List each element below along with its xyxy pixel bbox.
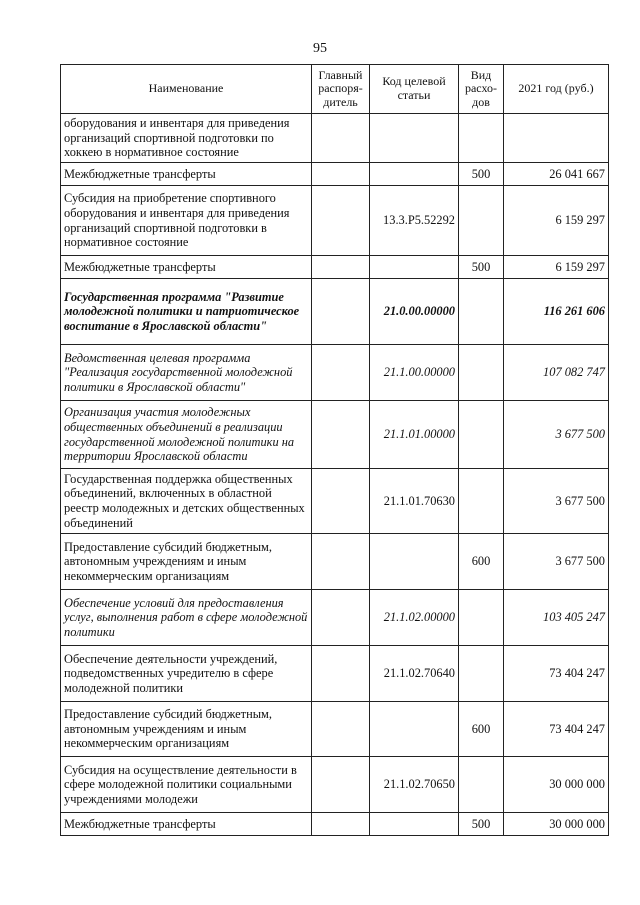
table-row bbox=[61, 534, 609, 590]
header-row bbox=[61, 65, 609, 114]
row-code bbox=[370, 163, 459, 186]
row-kind: 500 bbox=[459, 256, 504, 279]
row-kind bbox=[459, 590, 504, 646]
row-amount: 116 261 606 bbox=[504, 279, 609, 345]
row-name: Межбюджетные трансферты bbox=[61, 813, 312, 836]
row-code: 21.1.02.00000 bbox=[370, 590, 459, 646]
row-code bbox=[370, 534, 459, 590]
row-code: 21.1.01.00000 bbox=[370, 401, 459, 469]
row-admin bbox=[312, 256, 370, 279]
page-number: 95 bbox=[313, 41, 327, 56]
row-name: Субсидия на приобретение спортивного оборудования и инвентаря для приведения организаций спортивной подготовки в нормативное состояние bbox=[61, 186, 312, 256]
table-row bbox=[61, 401, 609, 469]
row-kind bbox=[459, 401, 504, 469]
row-code bbox=[370, 256, 459, 279]
header-name: Наименование bbox=[61, 65, 312, 114]
row-admin bbox=[312, 702, 370, 757]
row-name: Межбюджетные трансферты bbox=[61, 163, 312, 186]
table-row bbox=[61, 163, 609, 186]
table-row bbox=[61, 757, 609, 813]
table-row bbox=[61, 186, 609, 256]
row-amount: 73 404 247 bbox=[504, 702, 609, 757]
table-row bbox=[61, 114, 609, 163]
row-code: 21.1.02.70640 bbox=[370, 646, 459, 702]
table-row bbox=[61, 590, 609, 646]
table-row bbox=[61, 813, 609, 836]
header-admin: Главный распоря-дитель bbox=[312, 65, 370, 114]
row-code: 21.1.01.70630 bbox=[370, 469, 459, 534]
row-name: Обеспечение деятельности учреждений, подведомственных учредителю в сфере молодежной политики bbox=[61, 646, 312, 702]
row-admin bbox=[312, 279, 370, 345]
row-amount: 30 000 000 bbox=[504, 757, 609, 813]
table-row bbox=[61, 279, 609, 345]
header-amount: 2021 год (руб.) bbox=[504, 65, 609, 114]
row-kind bbox=[459, 186, 504, 256]
row-name: Государственная поддержка общественных объединений, включенных в областной реестр молодежных и детских общественных объединений bbox=[61, 469, 312, 534]
row-name: Обеспечение условий для предоставления услуг, выполнения работ в сфере молодежной политики bbox=[61, 590, 312, 646]
row-kind bbox=[459, 469, 504, 534]
row-name: оборудования и инвентаря для приведения организаций спортивной подготовки по хоккею в нормативное состояние bbox=[61, 114, 312, 163]
row-code bbox=[370, 702, 459, 757]
row-admin bbox=[312, 163, 370, 186]
row-admin bbox=[312, 345, 370, 401]
row-amount: 3 677 500 bbox=[504, 401, 609, 469]
row-name: Государственная программа "Развитие молодежной политики и патриотическое воспитание в Ярославской области" bbox=[61, 279, 312, 345]
row-code: 21.0.00.00000 bbox=[370, 279, 459, 345]
row-code: 21.1.02.70650 bbox=[370, 757, 459, 813]
row-name: Организация участия молодежных общественных объединений в реализации государственной молодежной политики на территории Ярославской области bbox=[61, 401, 312, 469]
row-kind bbox=[459, 345, 504, 401]
table-row bbox=[61, 256, 609, 279]
row-code: 21.1.00.00000 bbox=[370, 345, 459, 401]
row-admin bbox=[312, 590, 370, 646]
row-admin bbox=[312, 534, 370, 590]
row-kind: 600 bbox=[459, 534, 504, 590]
row-amount: 107 082 747 bbox=[504, 345, 609, 401]
row-kind: 600 bbox=[459, 702, 504, 757]
row-admin bbox=[312, 813, 370, 836]
row-amount: 103 405 247 bbox=[504, 590, 609, 646]
row-name: Субсидия на осуществление деятельности в сфере молодежной политики социальными учреждениями молодежи bbox=[61, 757, 312, 813]
row-amount: 73 404 247 bbox=[504, 646, 609, 702]
row-amount: 3 677 500 bbox=[504, 469, 609, 534]
table-row bbox=[61, 702, 609, 757]
header-code: Код целевой статьи bbox=[370, 65, 459, 114]
row-kind bbox=[459, 114, 504, 163]
row-name: Межбюджетные трансферты bbox=[61, 256, 312, 279]
row-code bbox=[370, 813, 459, 836]
row-name: Предоставление субсидий бюджетным, автономным учреждениям и иным некоммерческим организациям bbox=[61, 534, 312, 590]
row-amount: 6 159 297 bbox=[504, 256, 609, 279]
table-row bbox=[61, 646, 609, 702]
row-name: Предоставление субсидий бюджетным, автономным учреждениям и иным некоммерческим организациям bbox=[61, 702, 312, 757]
budget-table bbox=[60, 64, 609, 836]
row-amount: 26 041 667 bbox=[504, 163, 609, 186]
row-kind bbox=[459, 646, 504, 702]
row-admin bbox=[312, 401, 370, 469]
table-row bbox=[61, 345, 609, 401]
row-amount: 3 677 500 bbox=[504, 534, 609, 590]
row-code bbox=[370, 114, 459, 163]
row-code: 13.3.Р5.52292 bbox=[370, 186, 459, 256]
row-admin bbox=[312, 757, 370, 813]
row-kind bbox=[459, 757, 504, 813]
row-amount bbox=[504, 114, 609, 163]
row-kind bbox=[459, 279, 504, 345]
row-amount: 6 159 297 bbox=[504, 186, 609, 256]
row-admin bbox=[312, 114, 370, 163]
row-kind: 500 bbox=[459, 163, 504, 186]
table-row bbox=[61, 469, 609, 534]
row-amount: 30 000 000 bbox=[504, 813, 609, 836]
row-admin bbox=[312, 469, 370, 534]
row-admin bbox=[312, 646, 370, 702]
header-kind: Вид расхо-дов bbox=[459, 65, 504, 114]
row-kind: 500 bbox=[459, 813, 504, 836]
row-admin bbox=[312, 186, 370, 256]
row-name: Ведомственная целевая программа "Реализация государственной молодежной политики в Ярославской области" bbox=[61, 345, 312, 401]
